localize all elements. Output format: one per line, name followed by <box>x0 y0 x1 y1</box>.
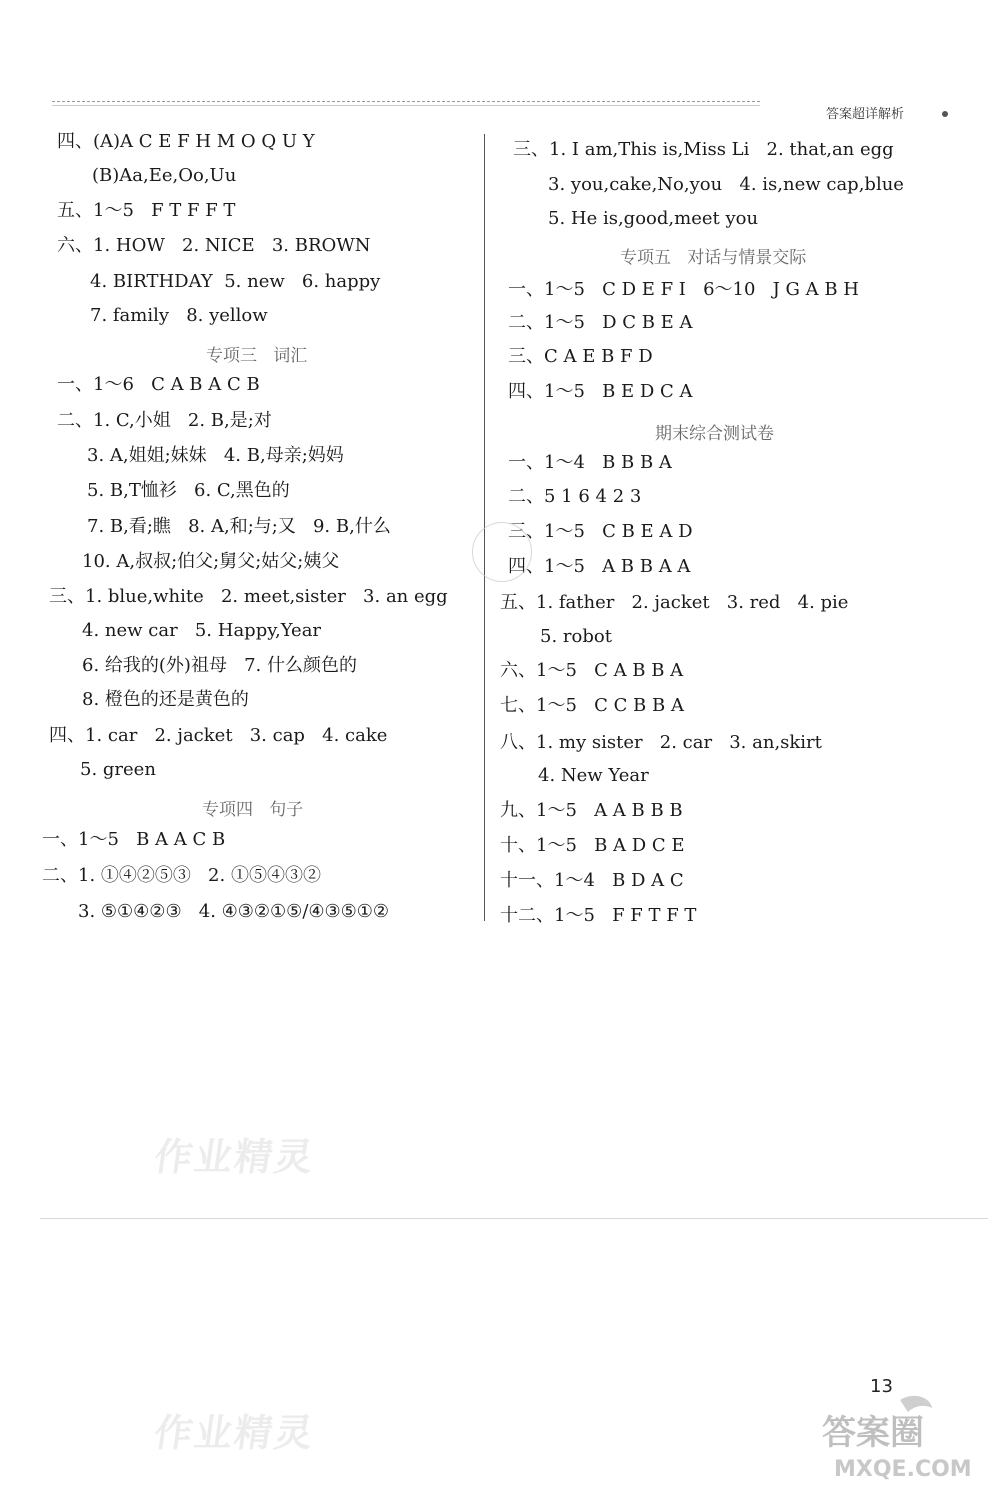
answer-line: 8. 橙色的还是黄色的 <box>82 689 249 710</box>
section-heading: 专项三 词汇 <box>206 346 308 366</box>
answer-line: 5. robot <box>540 626 612 647</box>
answer-line: 3. A,姐姐;妹妹 4. B,母亲;妈妈 <box>87 445 344 466</box>
answer-line: 6. 给我的(外)祖母 7. 什么颜色的 <box>82 655 357 676</box>
answer-line: 七、1～5 C C B B A <box>500 695 684 716</box>
answer-line: 4. BIRTHDAY 5. new 6. happy <box>90 271 381 292</box>
answer-line: 二、1. ①④②⑤③ 2. ①⑤④③② <box>42 865 321 886</box>
answer-line: 六、1. HOW 2. NICE 3. BROWN <box>57 235 371 256</box>
answer-line: 十二、1～5 F F T F T <box>500 905 697 926</box>
answer-line: 4. New Year <box>538 765 649 786</box>
answer-line: 5. green <box>80 759 156 780</box>
answer-line: 7. B,看;瞧 8. A,和;与;又 9. B,什么 <box>87 516 391 537</box>
answer-line: 5. He is,good,meet you <box>548 208 759 229</box>
answer-line: 一、1～4 B B B A <box>508 452 672 473</box>
logo-url: MXQE.COM <box>834 1457 972 1482</box>
site-logo <box>812 1392 992 1482</box>
answer-line: 4. new car 5. Happy,Year <box>82 620 322 641</box>
header-label: 答案超详解析 <box>826 107 905 122</box>
answer-line: 十一、1～4 B D A C <box>500 870 684 891</box>
logo-text: 答案圈 <box>822 1413 924 1453</box>
answer-line: 7. family 8. yellow <box>90 305 268 326</box>
section-heading: 专项四 句子 <box>202 800 304 820</box>
answer-line: 四、1. car 2. jacket 3. cap 4. cake <box>49 725 388 746</box>
header-rule-solid <box>52 105 760 106</box>
answer-line: 一、1～5 B A A C B <box>42 829 226 850</box>
section-heading: 期末综合测试卷 <box>655 424 774 444</box>
dolphin-icon <box>900 1396 932 1412</box>
answer-line: 四、1～5 B E D C A <box>508 381 693 402</box>
answer-line: 一、1～5 C D E F I 6～10 J G A B H <box>508 279 859 300</box>
answer-line: 六、1～5 C A B B A <box>500 660 684 681</box>
answer-line: 十、1～5 B A D C E <box>500 835 685 856</box>
answer-line: 九、1～5 A A B B B <box>500 800 683 821</box>
answer-line: 5. B,T恤衫 6. C,黑色的 <box>87 480 290 501</box>
answer-line: 3. ⑤①④②③ 4. ④③②①⑤/④③⑤①② <box>78 901 390 922</box>
answer-line: 二、5 1 6 4 2 3 <box>508 486 642 507</box>
answer-line: 三、1. blue,white 2. meet,sister 3. an egg <box>49 586 448 607</box>
answer-line: 3. you,cake,No,you 4. is,new cap,blue <box>548 174 904 195</box>
section-heading: 专项五 对话与情景交际 <box>620 248 807 268</box>
answer-line: 三、1. I am,This is,Miss Li 2. that,an egg <box>513 139 894 160</box>
watermark: 作业精灵 <box>151 1410 318 1455</box>
answer-line: 二、1～5 D C B E A <box>508 312 693 333</box>
answer-line: 三、C A E B F D <box>508 346 653 367</box>
answer-line: 四、(A)A C E F H M O Q U Y <box>57 131 315 152</box>
answer-line: 五、1～5 F T F F T <box>57 200 236 221</box>
answer-line: 二、1. C,小姐 2. B,是;对 <box>57 410 272 431</box>
answer-line: 八、1. my sister 2. car 3. an,skirt <box>500 732 822 753</box>
answer-line: 五、1. father 2. jacket 3. red 4. pie <box>500 592 849 613</box>
footer-rule <box>40 1218 988 1219</box>
header-rule <box>52 101 760 102</box>
faint-stamp <box>472 522 532 582</box>
answer-line: 一、1～6 C A B A C B <box>57 374 260 395</box>
answer-line: 10. A,叔叔;伯父;舅父;姑父;姨父 <box>82 551 340 572</box>
watermark: 作业精灵 <box>151 1134 318 1179</box>
header-dot-icon <box>942 111 948 117</box>
answer-line: 四、1～5 A B B A A <box>508 556 691 577</box>
answer-line: (B)Aa,Ee,Oo,Uu <box>92 165 237 186</box>
answer-line: 三、1～5 C B E A D <box>508 521 693 542</box>
page-number: 13 <box>870 1376 893 1397</box>
